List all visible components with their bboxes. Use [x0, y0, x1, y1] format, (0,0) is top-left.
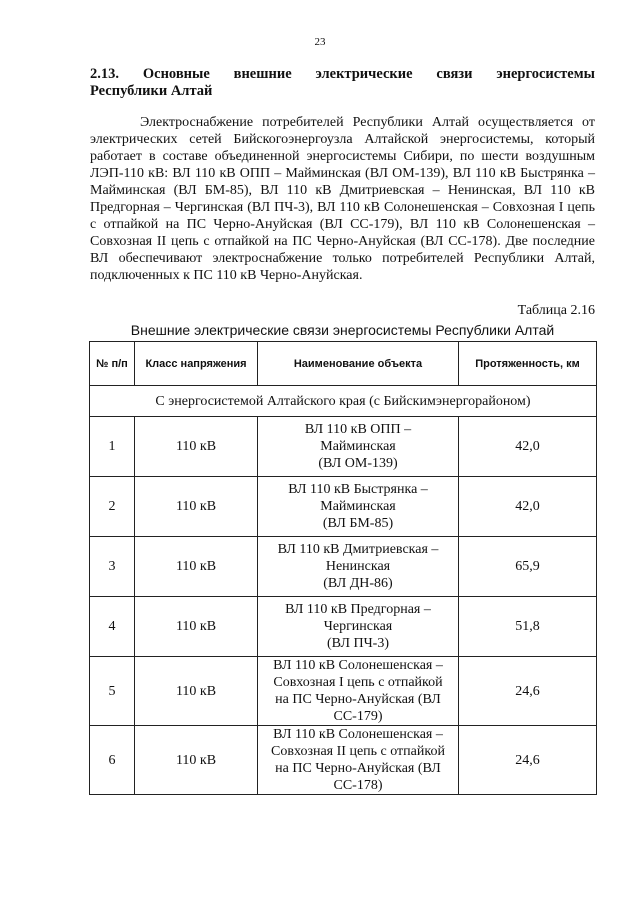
heading-number: 2.13. [90, 66, 119, 82]
cell-length: 42,0 [459, 417, 597, 477]
object-name-line: Совхозная I цепь с отпайкой [273, 675, 443, 690]
table-group-row [90, 386, 597, 417]
heading-word: связи [436, 66, 473, 82]
object-name-line: ВЛ 110 кВ ОПП – [304, 422, 412, 437]
cell-number: 4 [90, 597, 135, 657]
cell-voltage: 110 кВ [135, 726, 258, 795]
object-name-line: на ПС Черно-Ануйская (ВЛ [275, 761, 441, 776]
table-caption: Внешние электрические связи энергосистемы Республики Алтай [130, 322, 555, 338]
object-name-line: (ВЛ ДН-86) [323, 576, 393, 591]
object-name-line: Майминская [320, 439, 396, 454]
object-name-line: Совхозная II цепь с отпайкой [271, 744, 445, 759]
cell-object-name [258, 417, 459, 477]
object-name-line: ВЛ 110 кВ Предгорная – [285, 602, 431, 617]
cell-number: 1 [90, 417, 135, 477]
cell-voltage: 110 кВ [135, 477, 258, 537]
cell-number: 3 [90, 537, 135, 597]
object-name-line: СС-179) [333, 709, 383, 724]
cell-length: 51,8 [459, 597, 597, 657]
table-label: Таблица 2.16 [517, 303, 595, 318]
heading-line-1 [90, 66, 595, 83]
object-name-line: ВЛ 110 кВ Солонешенская – [273, 727, 443, 742]
object-name-line: ВЛ 110 кВ Дмитриевская – [277, 542, 439, 557]
cell-length: 24,6 [459, 726, 597, 795]
object-name-line: на ПС Черно-Ануйская (ВЛ [275, 692, 441, 707]
heading-word: Основные [142, 66, 210, 82]
cell-length: 42,0 [459, 477, 597, 537]
object-name-line: Ненинская [325, 559, 391, 574]
object-name-line: СС-178) [333, 778, 383, 793]
cell-voltage: 110 кВ [135, 537, 258, 597]
heading-word: энергосистемы [496, 66, 595, 82]
heading-word: внешние [233, 66, 292, 82]
cell-number: 2 [90, 477, 135, 537]
table-row [90, 597, 597, 657]
cell-voltage: 110 кВ [135, 657, 258, 726]
cell-length: 65,9 [459, 537, 597, 597]
object-name-line: Майминская [320, 499, 396, 514]
header-number: № п/п [90, 342, 135, 386]
header-object-name: Наименование объекта [258, 342, 459, 386]
cell-number: 6 [90, 726, 135, 795]
section-heading [90, 66, 595, 100]
object-name-line: (ВЛ ОМ-139) [318, 456, 398, 471]
heading-line-2: Республики Алтай [90, 83, 213, 99]
cell-voltage: 110 кВ [135, 417, 258, 477]
table-row [90, 726, 597, 795]
heading-word: электрические [315, 66, 413, 82]
cell-voltage: 110 кВ [135, 597, 258, 657]
table-row [90, 537, 597, 597]
connections-table [89, 341, 597, 795]
cell-number: 5 [90, 657, 135, 726]
object-name-line: ВЛ 110 кВ Солонешенская – [273, 658, 443, 673]
cell-length: 24,6 [459, 657, 597, 726]
header-voltage-class: Класс напряжения [135, 342, 258, 386]
object-name-line: (ВЛ ПЧ-3) [327, 636, 389, 651]
cell-object-name [258, 657, 459, 726]
object-name-line: Чергинская [323, 619, 393, 634]
cell-object-name [258, 597, 459, 657]
page-number: 23 [314, 36, 326, 48]
header-length: Протяженность, км [459, 342, 597, 386]
cell-object-name [258, 726, 459, 795]
object-name-line: ВЛ 110 кВ Быстрянка – [288, 482, 428, 497]
cell-object-name [258, 477, 459, 537]
cell-object-name [258, 537, 459, 597]
table-header-row [90, 342, 597, 386]
group-title: С энергосистемой Алтайского края (с Бийскимэнергорайоном) [90, 386, 597, 417]
table-row [90, 477, 597, 537]
body-paragraph: Электроснабжение потребителей Республики Алтай осуществляется от электрических сетей Бийскогоэнергоузла Алтайской энергосистемы, который работает в составе объединенной энергосистемы Сибири, по шести воздушным ЛЭП-110 кВ: ВЛ 110 кВ ОПП – Майминская (ВЛ ОМ-139), ВЛ 110 кВ Быстрянка – Майминская (ВЛ БМ-85), ВЛ 110 кВ Дмитриевская – Ненинская, ВЛ 110 кВ Предгорная – Чергинская (ВЛ ПЧ-3), ВЛ 110 кВ Солонешенская – Совхозная I цепь с отпайкой на ПС Черно-Ануйская (ВЛ СС-179), ВЛ 110 кВ Солонешенская – Совхозная II цепь с отпайкой на ПС Черно-Ануйская (ВЛ СС-178). Две последние ВЛ обеспечивают электроснабжение только потребителей Республики Алтай, подключенных к ПС 110 кВ Черно-Ануйская. [90, 115, 595, 283]
table-row [90, 657, 597, 726]
object-name-line: (ВЛ БМ-85) [322, 516, 394, 531]
table-row [90, 417, 597, 477]
